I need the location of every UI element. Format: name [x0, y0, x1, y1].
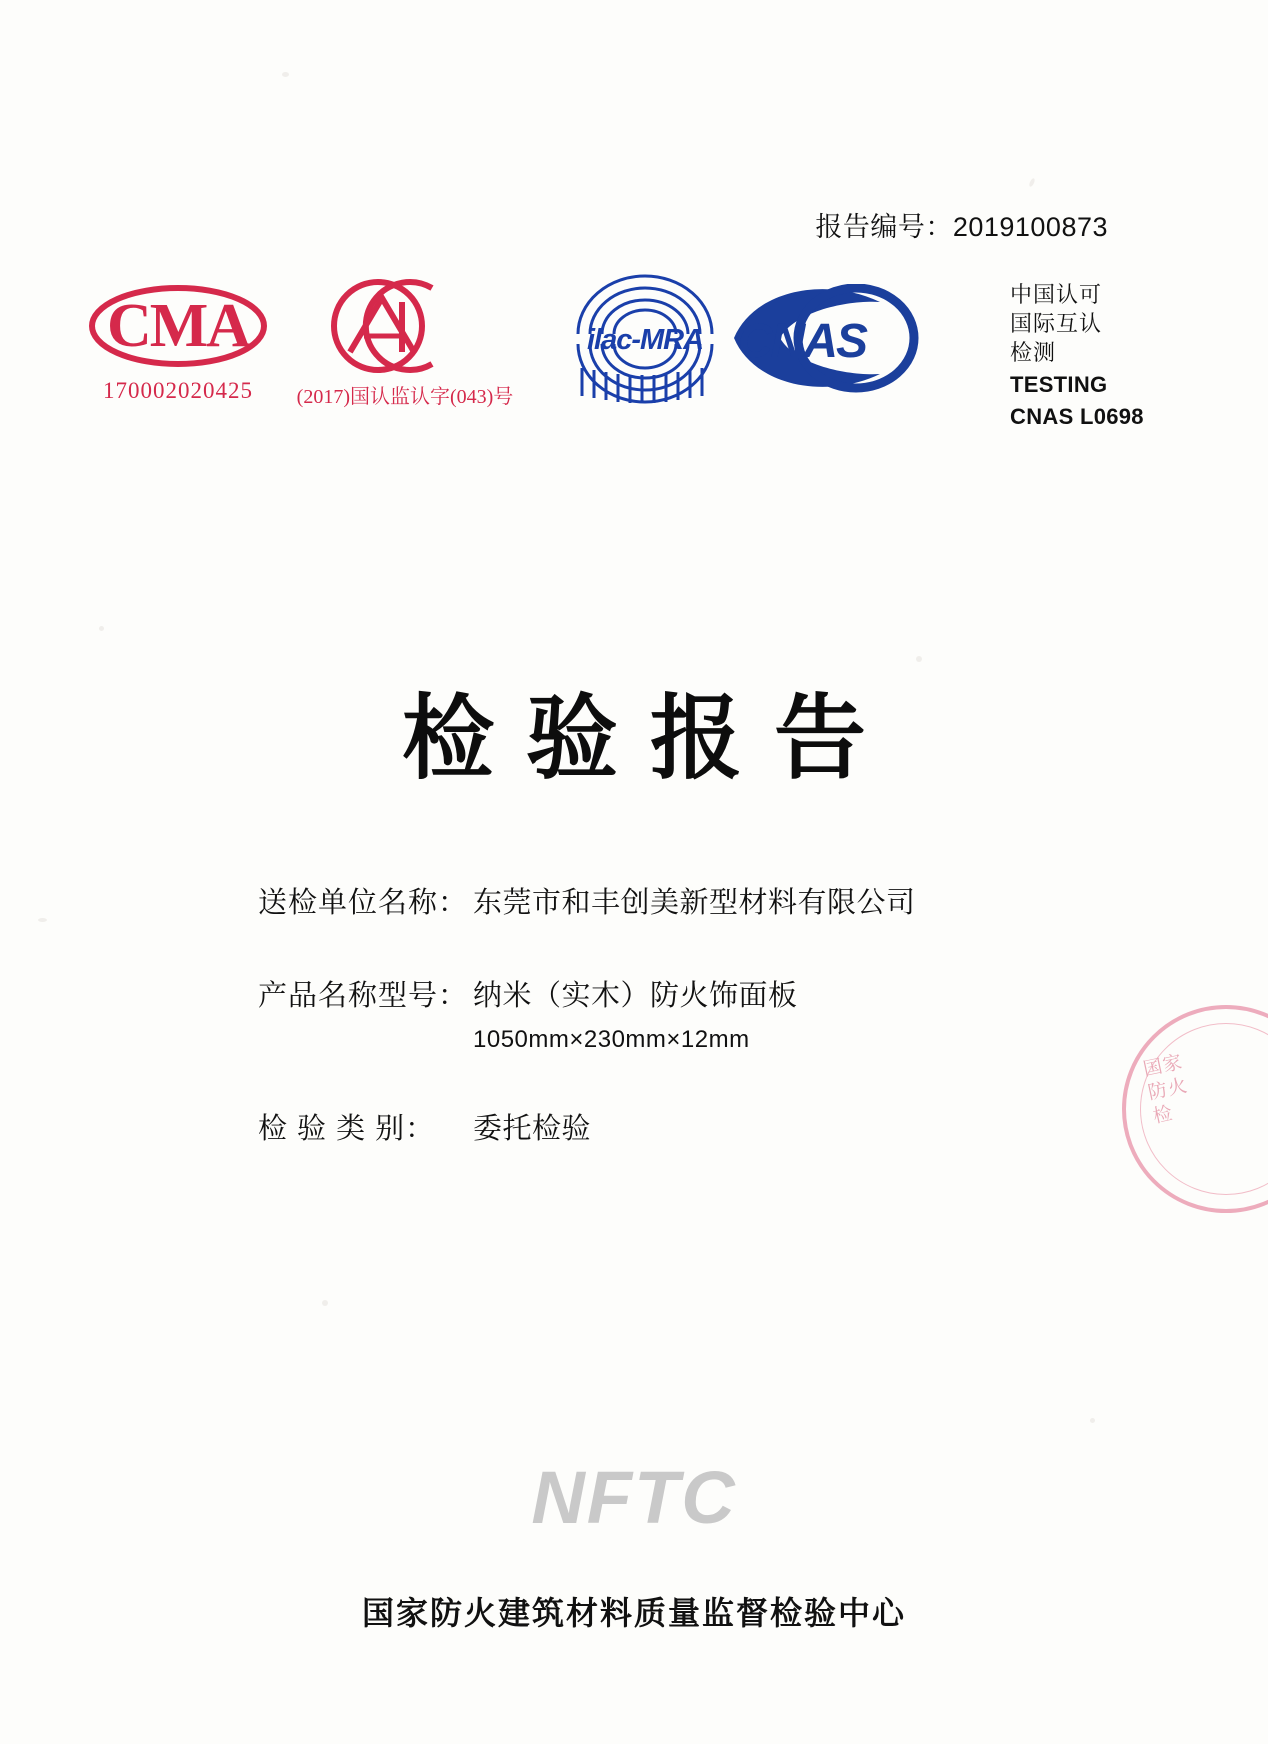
cma-icon — [88, 282, 268, 370]
ilac-mra-label: ilac-MRA — [586, 324, 704, 356]
cal-icon — [290, 276, 520, 376]
field-row-inspection-type — [258, 1106, 1018, 1147]
cal-code: (2017)国认监认字(043)号 — [296, 386, 514, 408]
cnas-info-testing: TESTING — [1010, 372, 1108, 398]
paper-speckle — [282, 72, 289, 77]
cnas-info-number: CNAS L0698 — [1010, 404, 1144, 430]
paper-speckle — [38, 918, 47, 922]
cnas-info-line1: 中国认可 — [1010, 282, 1103, 307]
accreditation-marks — [0, 272, 1268, 452]
cnas-label: CNAS — [738, 315, 867, 368]
cnas-accreditation-info — [1010, 280, 1210, 431]
nftc-logo: NFTC — [531, 1456, 737, 1539]
field-value-product: 纳米（实木）防火饰面板 — [473, 980, 798, 1012]
field-label-product: 产品名称型号： — [258, 980, 469, 1012]
paper-speckle — [322, 1300, 328, 1306]
field-label-applicant: 送检单位名称： — [258, 887, 469, 919]
field-row-product — [258, 973, 1018, 1054]
field-value-applicant: 东莞市和丰创美新型材料有限公司 — [473, 887, 916, 919]
report-number-value: 2019100873 — [952, 212, 1108, 242]
field-value-product-dimensions: 1050mm×230mm×12mm — [473, 1026, 750, 1053]
field-row-applicant — [258, 880, 1018, 921]
field-label-inspection-type: 检 验 类 别： — [258, 1113, 436, 1145]
paper-speckle — [1028, 178, 1035, 188]
paper-speckle — [1090, 1418, 1095, 1423]
cnas-info-line2: 国际互认 — [1010, 311, 1103, 337]
cal-mark-group — [290, 276, 520, 409]
cma-mark-group — [88, 282, 268, 404]
report-number — [815, 205, 1108, 244]
field-list — [258, 880, 1018, 1199]
svg-text:CMA: CMA — [106, 292, 250, 360]
ilac-mra-icon — [560, 272, 730, 412]
paper-speckle — [916, 656, 922, 662]
report-number-label: 报告编号： — [815, 212, 953, 242]
paper-speckle — [99, 626, 104, 631]
field-value-inspection-type: 委托检验 — [473, 1113, 592, 1145]
cma-code: 170002020425 — [103, 378, 253, 403]
page-title: 检验报告 — [401, 685, 898, 792]
organization-name: 国家防火建筑材料质量监督检验中心 — [361, 1595, 906, 1631]
cnas-info-line3: 检测 — [1010, 340, 1057, 366]
official-seal — [1122, 1005, 1268, 1213]
cnas-icon — [730, 284, 920, 394]
seal-text: 国家防火检 — [1141, 1051, 1190, 1128]
